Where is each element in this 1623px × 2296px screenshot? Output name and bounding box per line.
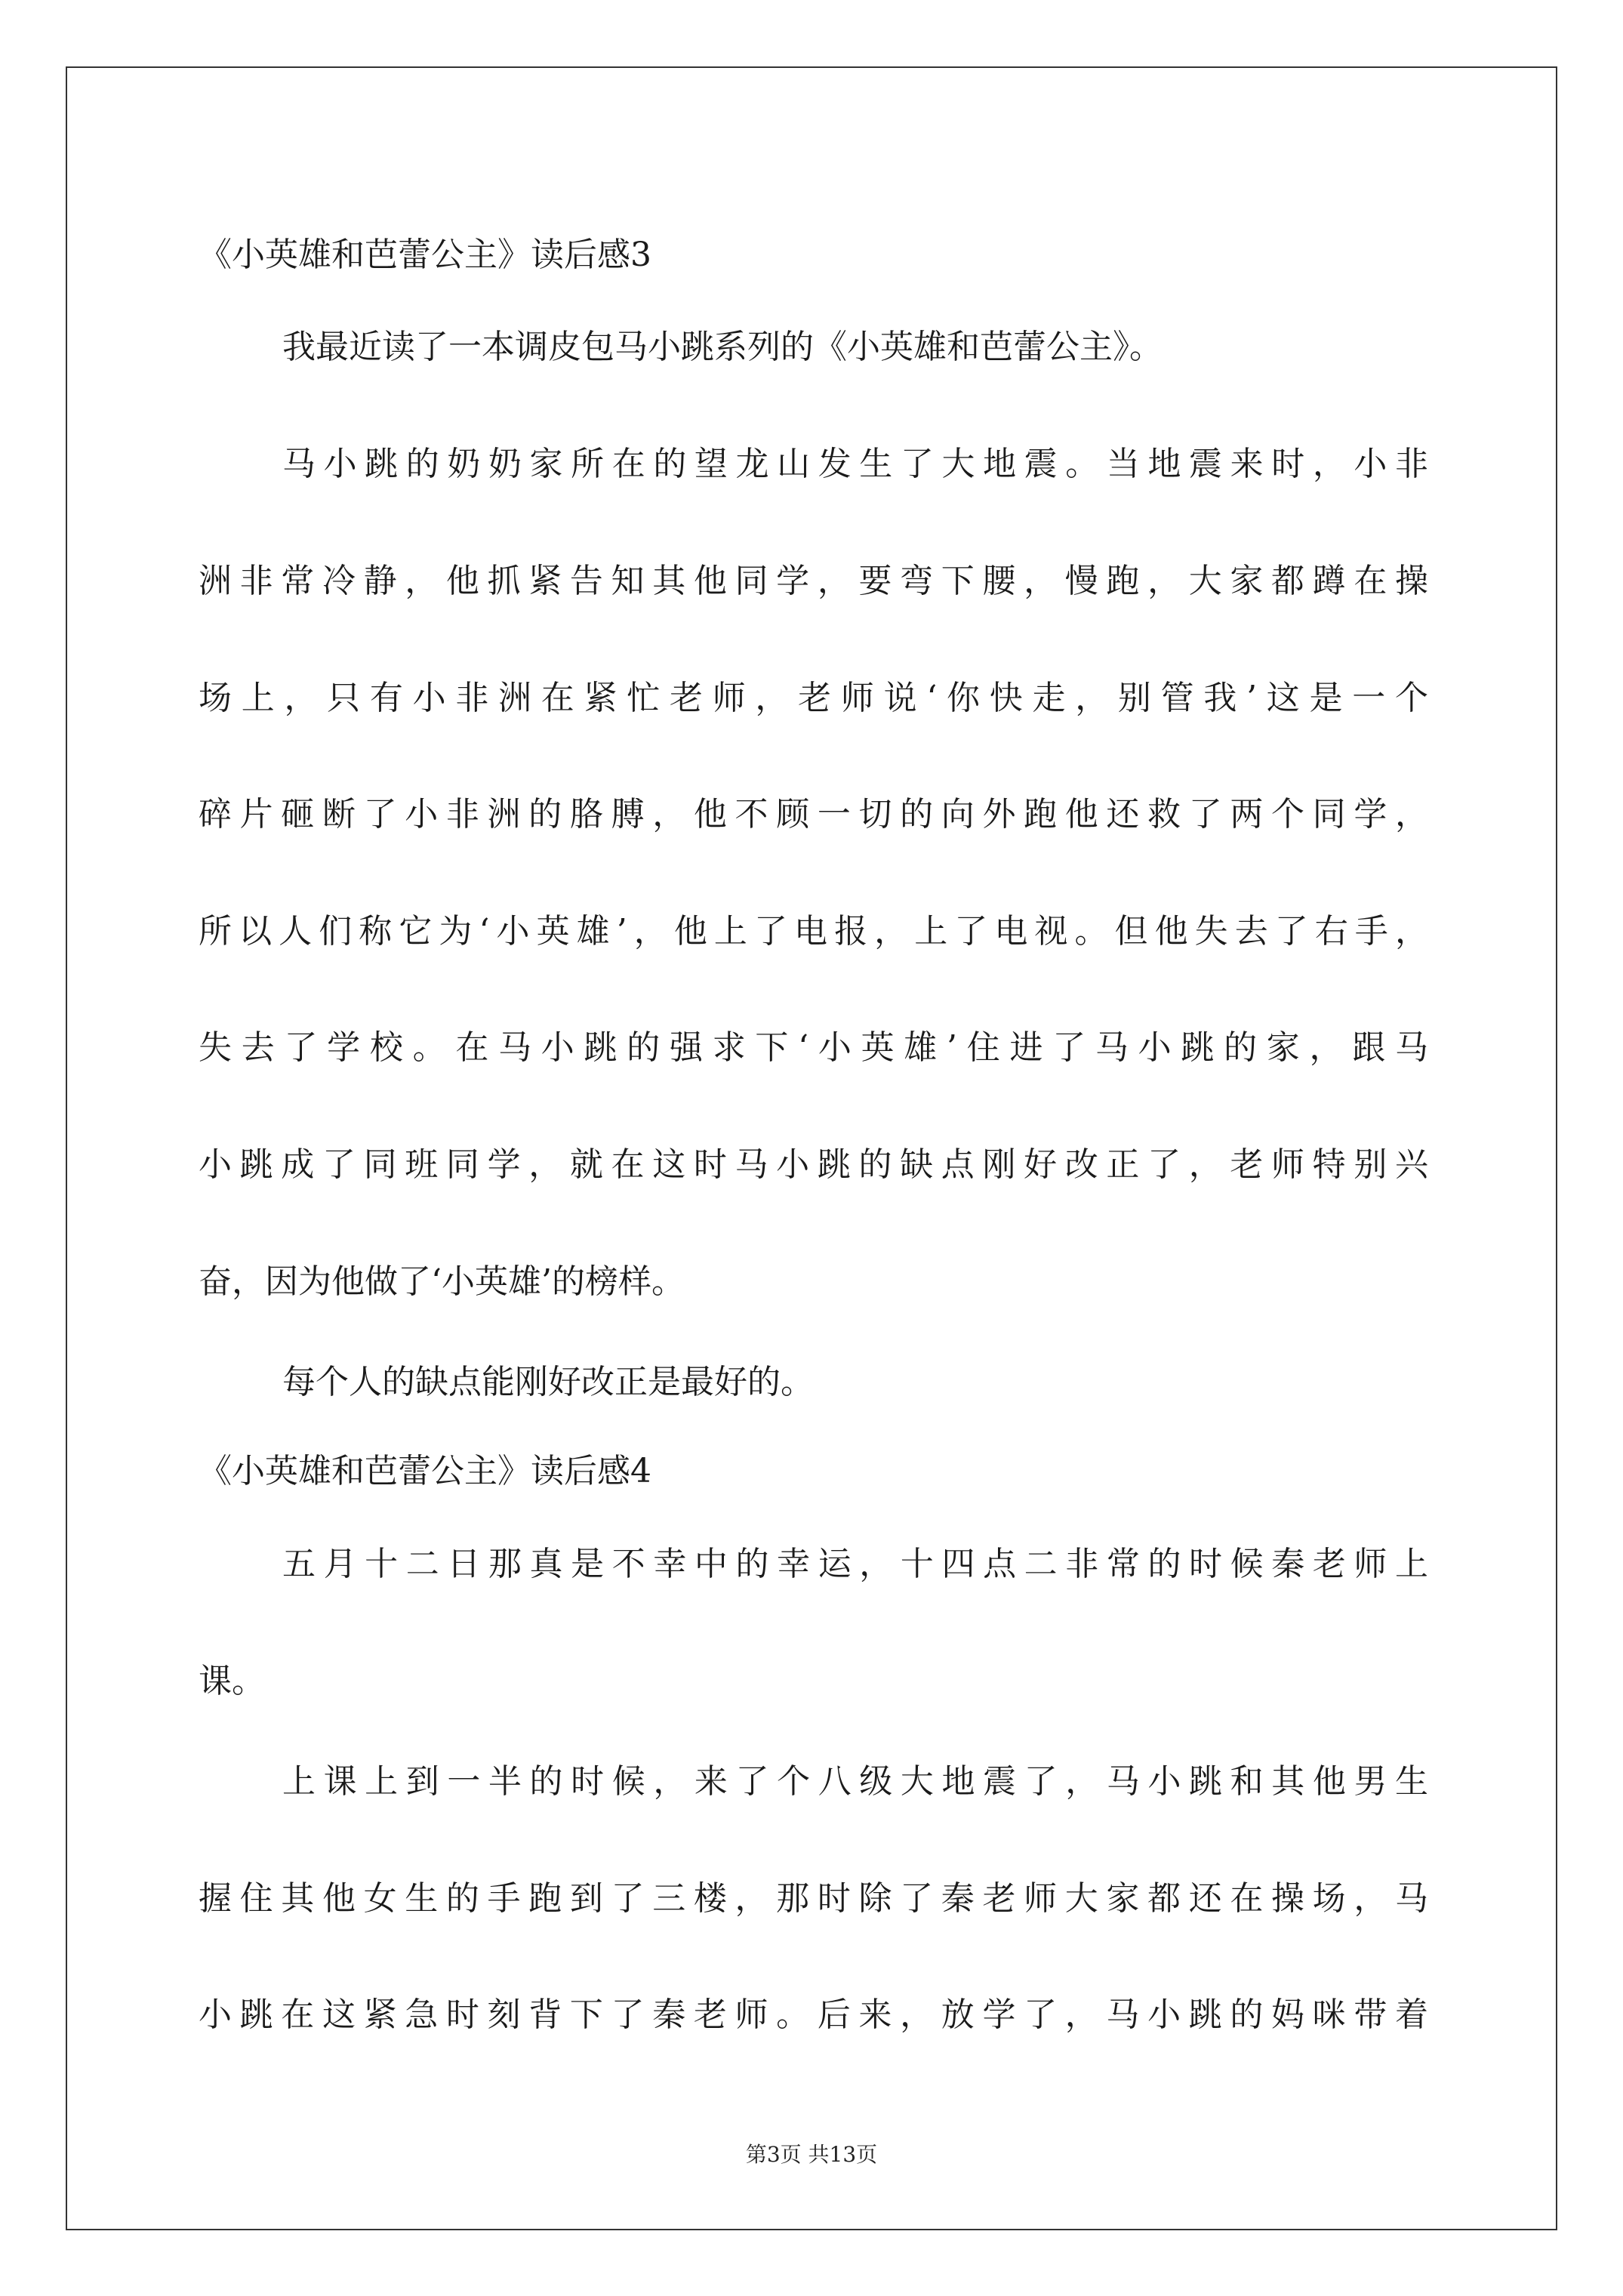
paragraph-line: 五月十二日那真是不幸中的幸运，十四点二非常的时候秦老师上	[282, 1545, 1428, 1583]
paragraph-line: 我最近读了一本调皮包马小跳系列的《小英雄和芭蕾公主》。	[282, 328, 1163, 366]
paragraph-line: 握住其他女生的手跑到了三楼，那时除了秦老师大家都还在操场，马	[199, 1879, 1428, 1918]
section-heading-3: 《小英雄和芭蕾公主》读后感3	[199, 236, 651, 274]
paragraph-line: 小跳在这紧急时刻背下了秦老师。后来，放学了，马小跳的妈咪带着	[199, 1996, 1428, 2034]
paragraph-line: 碎片砸断了小非洲的胳膊，他不顾一切的向外跑他还救了两个同学，	[199, 795, 1428, 834]
paragraph-line: 小跳成了同班同学，就在这时马小跳的缺点刚好改正了，老师特别兴	[199, 1145, 1428, 1184]
section-heading-4: 《小英雄和芭蕾公主》读后感4	[199, 1452, 651, 1490]
paragraph-line: 课。	[199, 1662, 265, 1700]
paragraph-line: 奋，因为他做了‘小英雄’的榜样。	[199, 1262, 685, 1301]
paragraph-line: 马小跳的奶奶家所在的望龙山发生了大地震。当地震来时，小非	[282, 445, 1428, 483]
paragraph-line: 上课上到一半的时候，来了个八级大地震了，马小跳和其他男生	[282, 1762, 1428, 1801]
page-number: 第3页 共13页	[745, 2142, 878, 2167]
paragraph-line: 失去了学校。在马小跳的强求下‘小英雄’住进了马小跳的家，跟马	[199, 1028, 1428, 1067]
paragraph-line: 所以人们称它为‘小英雄’，他上了电报，上了电视。但他失去了右手，	[199, 912, 1428, 951]
paragraph-line: 每个人的缺点能刚好改正是最好的。	[282, 1363, 814, 1401]
paragraph-line: 洲非常冷静，他抓紧告知其他同学，要弯下腰，慢跑，大家都蹲在操	[199, 562, 1428, 600]
paragraph-line: 场上，只有小非洲在紧忙老师，老师说‘你快走，别管我’这是一个	[199, 679, 1428, 717]
